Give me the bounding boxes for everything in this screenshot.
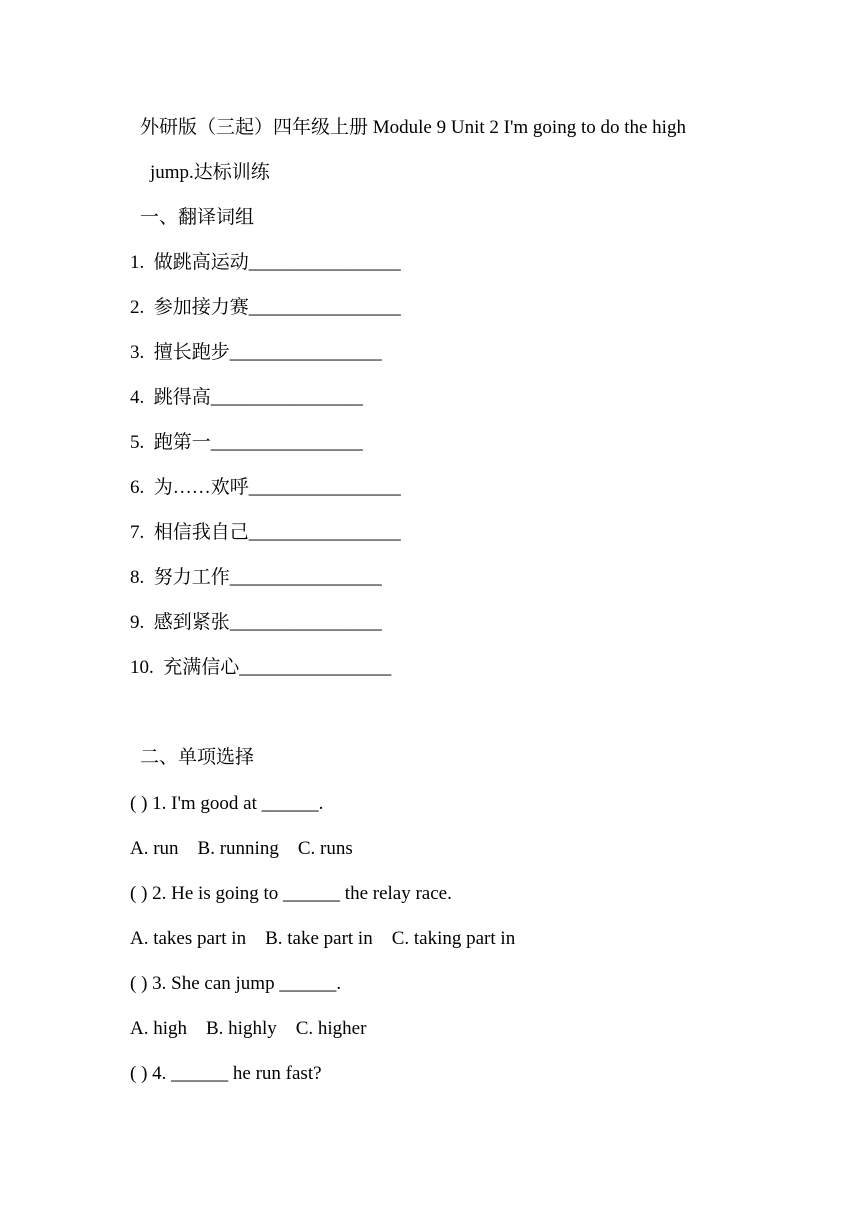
title-line-1: 外研版（三起）四年级上册 Module 9 Unit 2 I'm going to do the high xyxy=(140,117,686,138)
question-4: ( ) 4. ______ he run fast? xyxy=(130,1063,322,1084)
translate-item-5: 5. 跑第一________________ xyxy=(130,432,363,453)
question-2-options: A. takes part in B. take part in C. taking part in xyxy=(130,928,516,949)
translate-item-9: 9. 感到紧张________________ xyxy=(130,612,382,633)
translate-item-3: 3. 擅长跑步________________ xyxy=(130,342,382,363)
translate-item-8: 8. 努力工作________________ xyxy=(130,567,382,588)
question-3: ( ) 3. She can jump ______. xyxy=(130,973,342,994)
translate-item-10: 10. 充满信心________________ xyxy=(130,657,392,678)
question-1: ( ) 1. I'm good at ______. xyxy=(130,793,324,814)
question-3-options: A. high B. highly C. higher xyxy=(130,1018,367,1039)
section-2-heading: 二、单项选择 xyxy=(140,747,255,768)
translate-item-4: 4. 跳得高________________ xyxy=(130,387,363,408)
translate-item-1: 1. 做跳高运动________________ xyxy=(130,252,401,273)
question-1-options: A. run B. running C. runs xyxy=(130,838,353,859)
translate-item-2: 2. 参加接力赛________________ xyxy=(130,297,401,318)
question-2: ( ) 2. He is going to ______ the relay race. xyxy=(130,883,452,904)
translate-item-7: 7. 相信我自己________________ xyxy=(130,522,401,543)
title-line-2: jump.达标训练 xyxy=(150,162,270,183)
section-1-heading: 一、翻译词组 xyxy=(140,207,255,228)
translate-item-6: 6. 为……欢呼________________ xyxy=(130,477,401,498)
